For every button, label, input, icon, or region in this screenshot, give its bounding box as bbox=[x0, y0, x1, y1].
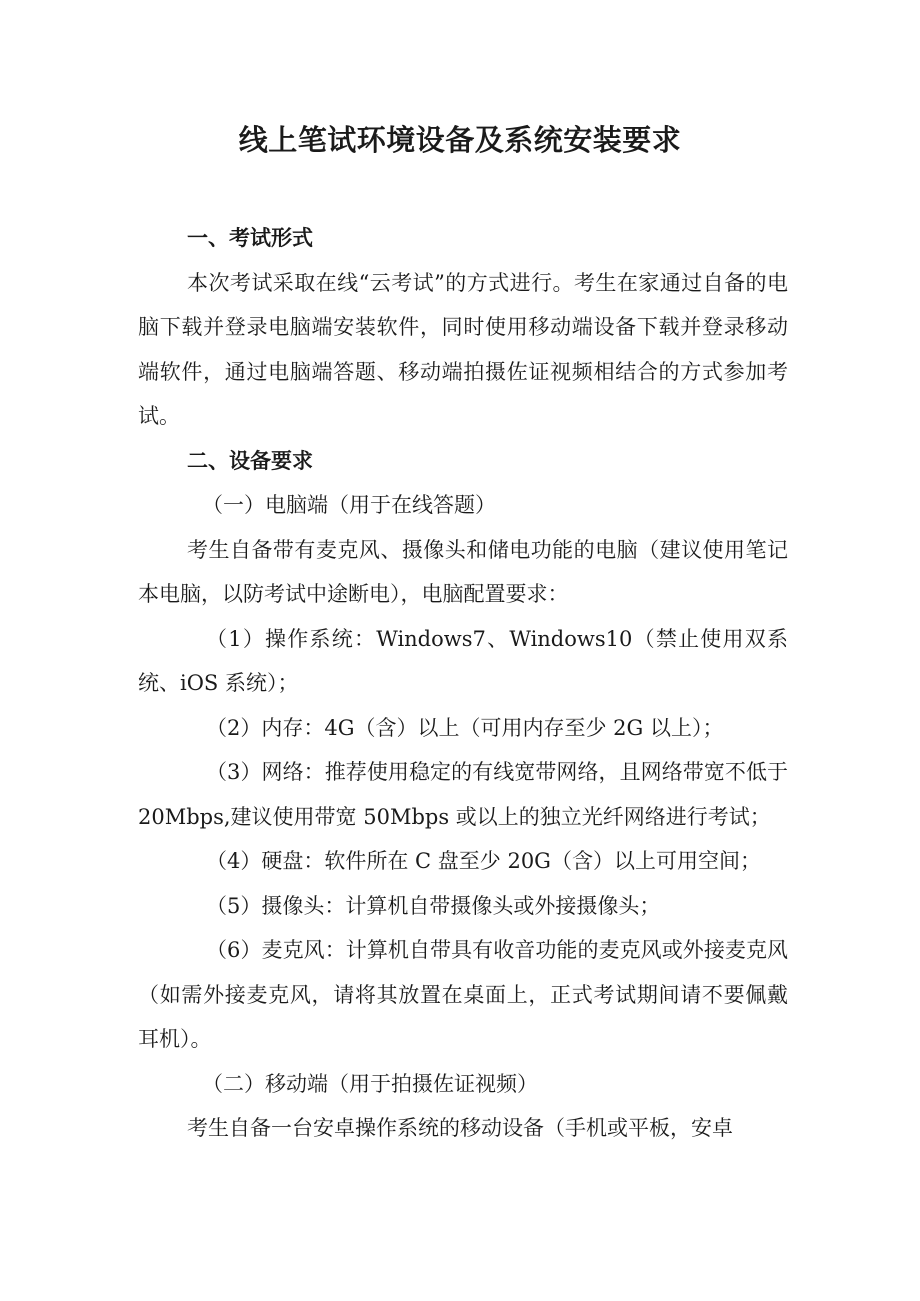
paragraph: 考生自备带有麦克风、摄像头和储电功能的电脑（建议使用笔记本电脑，以防考试中途断电），电脑配置要求： bbox=[138, 537, 788, 606]
document-title: 线上笔试环境设备及系统安装要求 bbox=[238, 123, 682, 157]
section-heading: 一、考试形式 bbox=[187, 226, 313, 250]
list-item: （5）摄像头：计算机自带摄像头或外接摄像头； bbox=[206, 893, 661, 918]
list-item: （1）操作系统：Windows7、Windows10（禁止使用双系统、iOS 系统）； bbox=[138, 626, 788, 695]
subsection-heading: （二）移动端（用于拍摄佐证视频） bbox=[202, 1071, 538, 1096]
paragraph: 考生自备一台安卓操作系统的移动设备（手机或平板，安卓 bbox=[187, 1116, 733, 1140]
section-heading: 二、设备要求 bbox=[187, 448, 313, 473]
list-item: （2）内存：4G（含）以上（可用内存至少 2G 以上）； bbox=[206, 715, 724, 740]
list-item: （6）麦克风：计算机自带具有收音功能的麦克风或外接麦克风（如需外接麦克风，请将其放置在桌面上，正式考试期间请不要佩戴耳机）。 bbox=[138, 938, 788, 1051]
subsection-heading: （一）电脑端（用于在线答题） bbox=[202, 493, 496, 517]
paragraph: 本次考试采取在线“云考试”的方式进行。考生在家通过自备的电脑下载并登录电脑端安装软件，同时使用移动端设备下载并登录移动端软件，通过电脑端答题、移动端拍摄佐证视频相结合的方式参加考试。 bbox=[138, 270, 788, 428]
list-item: （4）硬盘：软件所在 C 盘至少 20G（含）以上可用空间； bbox=[206, 849, 761, 873]
document-body bbox=[138, 216, 788, 1151]
list-item: （3）网络：推荐使用稳定的有线宽带网络，且网络带宽不低于 20Mbps,建议使用带宽 50Mbps 或以上的独立光纤网络进行考试； bbox=[138, 760, 788, 829]
